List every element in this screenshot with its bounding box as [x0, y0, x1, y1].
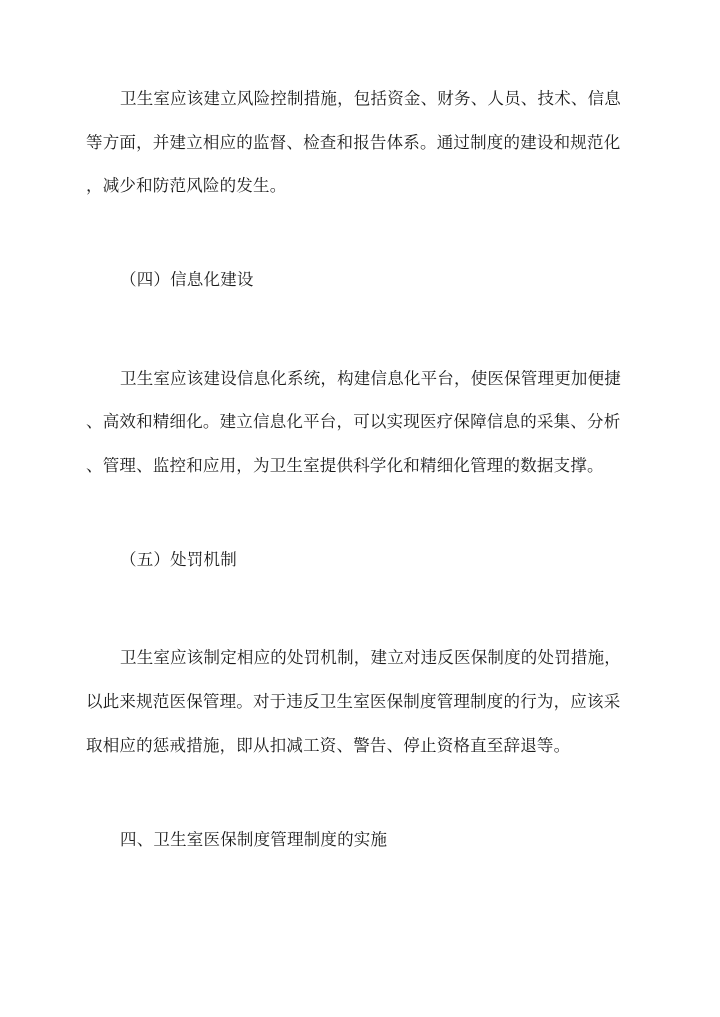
paragraph-3-line-3: 取相应的惩戒措施，即从扣减工资、警告、停止资格直至辞退等。	[86, 736, 571, 755]
paragraph-2-line-2: 、高效和精细化。建立信息化平台，可以实现医疗保障信息的采集、分析	[86, 412, 621, 431]
paragraph-2-line-3: 、管理、监控和应用，为卫生室提供科学化和精细化管理的数据支撑。	[86, 456, 604, 475]
chapter-heading-4: 四、卫生室医保制度管理制度的实施	[120, 830, 388, 849]
paragraph-1-line-1: 卫生室应该建立风险控制措施，包括资金、财务、人员、技术、信息	[120, 89, 621, 108]
section-heading-5: （五）处罚机制	[120, 550, 237, 569]
paragraph-3-line-2: 以此来规范医保管理。对于违反卫生室医保制度管理制度的行为，应该采	[86, 692, 621, 711]
section-heading-4: （四）信息化建设	[120, 270, 254, 289]
paragraph-1-line-3: ，减少和防范风险的发生。	[86, 176, 287, 195]
paragraph-3-line-1: 卫生室应该制定相应的处罚机制，建立对违反医保制度的处罚措施，	[120, 648, 621, 667]
paragraph-2-line-1: 卫生室应该建设信息化系统，构建信息化平台，使医保管理更加便捷	[120, 369, 621, 388]
paragraph-1-line-2: 等方面，并建立相应的监督、检查和报告体系。通过制度的建设和规范化	[86, 133, 621, 152]
